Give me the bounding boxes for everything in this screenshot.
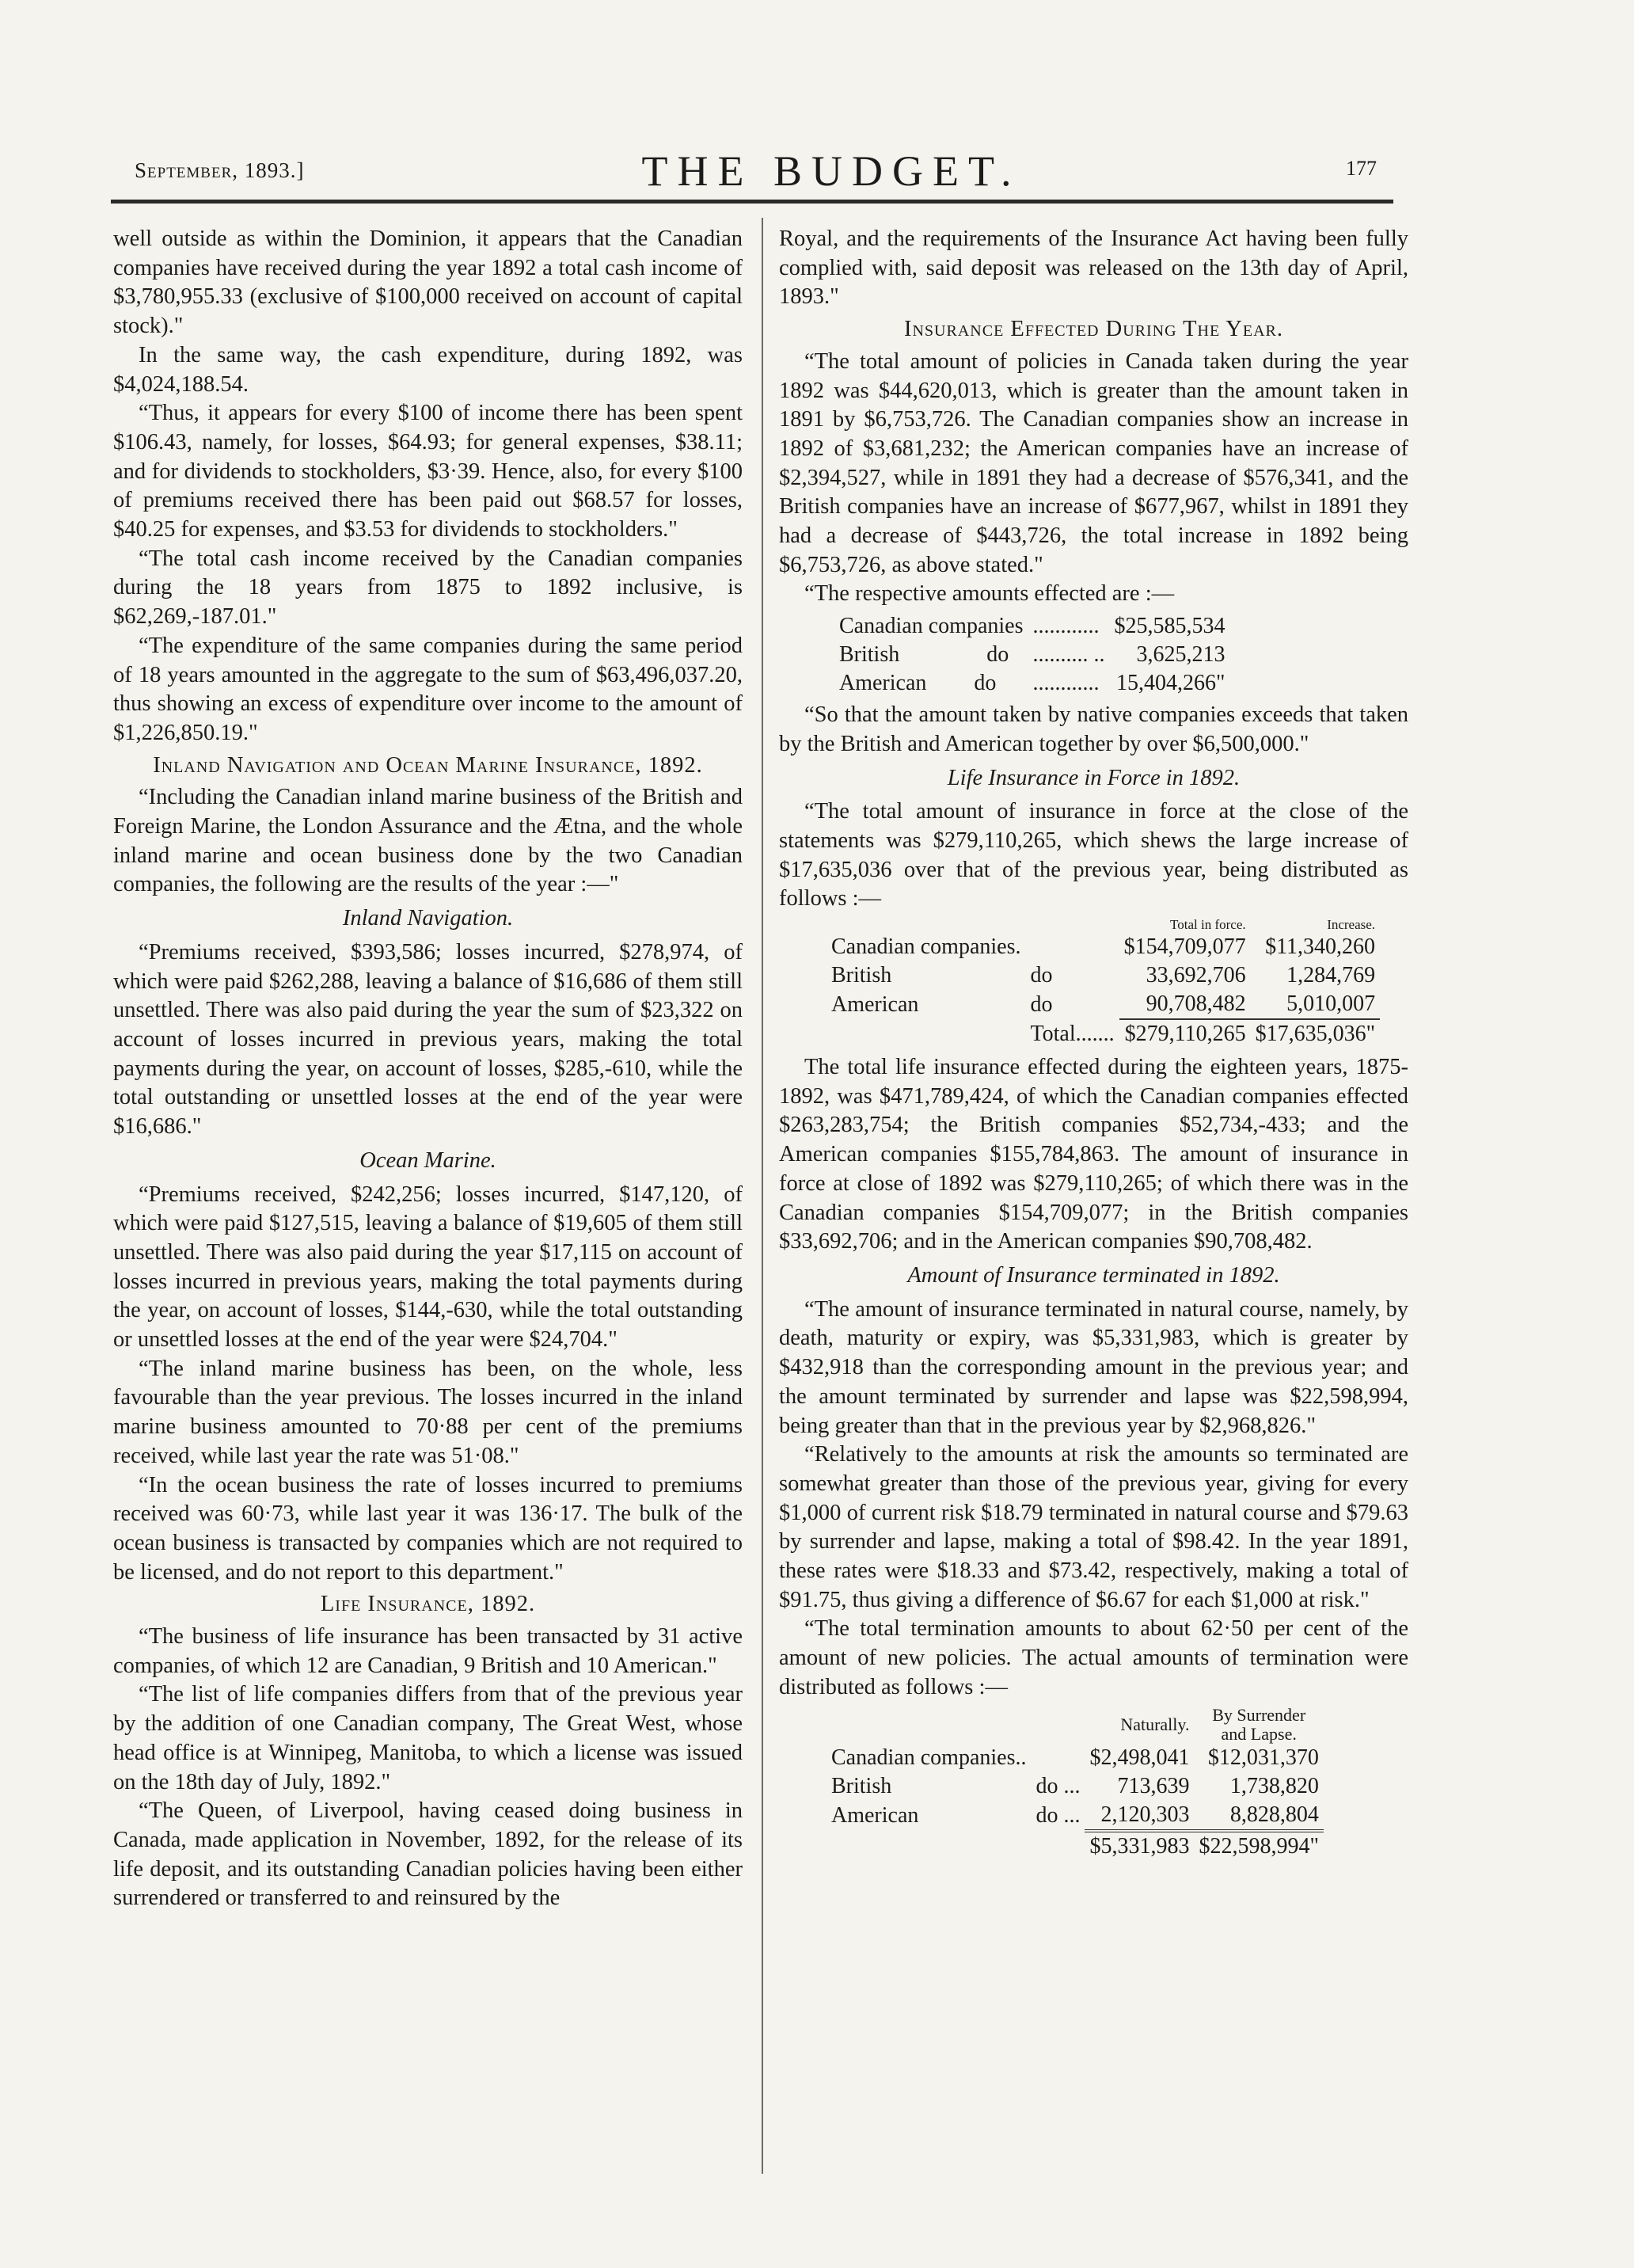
table-header-row xyxy=(826,917,1380,933)
table-cell xyxy=(1025,933,1119,961)
column-header: Total in force. xyxy=(1170,917,1246,933)
left-column xyxy=(113,225,743,1913)
paragraph: “Relatively to the amounts at risk the amounts so terminated are somewhat greater than those of the previous year, giving for every $1,000 of current risk $18.79 terminated in natural course and $79.63 by surrender and lapse, making a total of $98.42. In the year 1891, these rates were $18.33 and $73.42, respectively, making a total of $91.75, thus giving a difference of $6.67 for each $1,000 at risk." xyxy=(779,1442,1408,1612)
table-cell: $2,498,041 xyxy=(1089,1745,1190,1770)
table-cell: British xyxy=(831,963,892,988)
paragraph: “So that the amount taken by native companies exceeds that taken by the British and American together by over $6,500,000." xyxy=(779,702,1408,756)
subheading: Life Insurance in Force in 1892. xyxy=(947,765,1241,790)
paragraph: In the same way, the cash expenditure, during 1892, was $4,024,188.54. xyxy=(113,342,743,397)
paragraph: “The list of life companies differs from that of the previous year by the addition of one Canadian company, The Great West, whose head office is at Winnipeg, Manitoba, to which a license was issued on the 18th day of July, 1892." xyxy=(113,1682,743,1794)
table-row xyxy=(826,1744,1324,1772)
table-cell: 2,120,303 xyxy=(1100,1802,1190,1827)
table-cell: do xyxy=(1030,991,1053,1017)
paragraph: “In the ocean business the rate of losses incurred to premiums received was 60·73, while last year it was 136·17. The bulk of the ocean business is transacted by companies which are not required to be licensed, and do not report to this department." xyxy=(113,1472,743,1585)
table-row xyxy=(834,641,1229,669)
column-divider xyxy=(762,218,763,2174)
table-header-row xyxy=(826,1706,1324,1744)
paragraph: “The expenditure of the same companies during the same period of 18 years amounted in the aggregate to the sum of $63,496,037.20, thus showing an excess of expenditure over income to the amount of $1,226,850.19." xyxy=(113,633,743,745)
termination-table xyxy=(826,1706,1324,1861)
paragraph: “Thus, it appears for every $100 of income there has been spent $106.43, namely, for losses, $64.93; for general expenses, $38.11; and for dividends to stockholders, $3·39. Hence, also, for every $100 of premiums received there has been paid out $68.57 for losses, $40.25 for expenses, and $3.53 for dividends to stockholders." xyxy=(113,401,743,542)
table-cell: 713,639 xyxy=(1117,1773,1190,1798)
table-cell: Total....... xyxy=(1030,1021,1115,1046)
insurance-in-force-table xyxy=(826,917,1380,1048)
paragraph: “The business of life insurance has been transacted by 31 active companies, of which 12 are Canadian, 9 British and 10 American." xyxy=(113,1624,743,1678)
paragraph: “The respective amounts effected are :— xyxy=(804,581,1175,607)
table-cell: 1,284,769 xyxy=(1286,963,1376,988)
table-cell: 3,625,213 xyxy=(1136,642,1226,668)
table-cell: American xyxy=(831,991,919,1017)
table-cell: 15,404,266" xyxy=(1116,671,1226,696)
table-cell: .......... .. xyxy=(1032,642,1105,668)
table-total-row xyxy=(826,1831,1324,1861)
section-heading: Insurance Effected During The Year. xyxy=(904,317,1283,342)
paragraph: “The amount of insurance terminated in natural course, namely, by death, maturity or expiry, was $5,331,983, which is greater by $432,918 than the corresponding amount in the previous year; and the amount terminated by surrender and lapse was $22,598,994, being greater than that in the previous year by $2,968,826." xyxy=(779,1296,1408,1438)
table-row xyxy=(834,612,1229,641)
table-cell: American xyxy=(831,1802,919,1828)
table-cell: British xyxy=(831,1773,892,1798)
paragraph: “Premiums received, $393,586; losses incurred, $278,974, of which were paid $262,288, leaving a balance of $16,686 of them still unsettled. There was also paid during the year the sum of $23,322 on account of losses incurred in previous years, making the total payments during the year, on account of losses, $285,-610, while the total outstanding or unsettled losses at the end of the year were $16,686." xyxy=(113,939,743,1140)
table-cell: $22,598,994" xyxy=(1194,1831,1323,1861)
table-cell xyxy=(1031,1744,1085,1772)
paragraph: “The total amount of policies in Canada taken during the year 1892 was $44,620,013, which is greater than the amount taken in 1891 by $6,753,726. The Canadian companies show an increase in 1892 of $3,681,232; the American companies have an increase of $2,394,527, while in 1891 they had a decrease of $576,341, and the British companies have an increase of $677,967, whilst in 1891 they had a decrease of $443,726, the total increase in 1892 being $6,753,726, as above stated." xyxy=(779,348,1408,577)
column-header: By Surrender and Lapse. xyxy=(1212,1704,1306,1744)
subheading: Amount of Insurance terminated in 1892. xyxy=(907,1262,1280,1288)
table-row xyxy=(826,961,1380,990)
table-cell: ............ xyxy=(1032,671,1100,696)
table-row xyxy=(834,669,1229,698)
paragraph: The total life insurance effected during the eighteen years, 1875-1892, was $471,789,424, of which the Canadian companies effected $263,283,754; the British companies $52,734,-433; and the American companies $155,784,863. The amount of insurance in force at close of 1892 was $279,110,265; of which there was in the Canadian companies $154,709,077; in the British companies $33,692,706; and in the American companies $90,708,482. xyxy=(779,1055,1408,1254)
table-cell: $279,110,265 xyxy=(1119,1019,1251,1048)
table-cell: $11,340,260 xyxy=(1265,934,1376,960)
table-cell: 5,010,007 xyxy=(1286,991,1376,1017)
table-cell: Canadian companies xyxy=(839,614,1024,639)
table-cell: British do xyxy=(839,642,1009,668)
section-heading: Life Insurance, 1892. xyxy=(320,1592,536,1617)
table-cell: do ... xyxy=(1036,1802,1081,1828)
table-cell: 33,692,706 xyxy=(1146,963,1246,988)
paragraph: Royal, and the requirements of the Insurance Act having been fully complied with, said deposit was released on the 13th day of April, 1893." xyxy=(779,226,1408,310)
table-row xyxy=(826,990,1380,1019)
paragraph: “The total termination amounts to about 62·50 per cent of the amount of new policies. The actual amounts of termination were distributed as follows :— xyxy=(779,1616,1408,1699)
right-column xyxy=(779,225,1408,1861)
table-cell: Canadian companies. xyxy=(831,934,1021,960)
table-row xyxy=(826,1801,1324,1831)
subheading: Ocean Marine. xyxy=(359,1147,496,1173)
table-cell: 1,738,820 xyxy=(1229,1773,1319,1798)
subheading: Inland Navigation. xyxy=(342,906,514,931)
table-row xyxy=(826,933,1380,961)
paragraph: “Premiums received, $242,256; losses incurred, $147,120, of which were paid $127,515, leaving a balance of $19,605 of them still unsettled. There was also paid during the year $17,115 on account of losses incurred in previous years, making the total payments during the year, on account of losses, $144,-630, while the total outstanding or unsettled losses at the end of the year were $24,704." xyxy=(113,1182,743,1353)
column-header: Increase. xyxy=(1327,917,1376,933)
section-heading: Inland Navigation and Ocean Marine Insurance, 1892. xyxy=(153,752,703,778)
table-cell: Canadian companies.. xyxy=(831,1745,1027,1770)
paragraph: well outside as within the Dominion, it appears that the Canadian companies have received during the year 1892 a total cash income of $3,780,955.33 (exclusive of $100,000 received on account of capital stock)." xyxy=(113,226,743,339)
table-cell: $154,709,077 xyxy=(1123,934,1246,960)
table-cell: $25,585,534 xyxy=(1114,614,1226,639)
table-cell: $12,031,370 xyxy=(1207,1745,1319,1770)
paragraph: “The total cash income received by the Canadian companies during the 18 years from 1875 to 1892 inclusive, is $62,269,-187.01." xyxy=(113,546,743,630)
page-number: 177 xyxy=(1346,157,1377,180)
table-cell: American do xyxy=(839,671,997,696)
paragraph: “The total amount of insurance in force at the close of the statements was $279,110,265, which shews the large increase of $17,635,036 over that of the previous year, being distributed as follows :— xyxy=(779,799,1408,911)
paragraph: “Including the Canadian inland marine business of the British and Foreign Marine, the London Assurance and the Ætna, and the whole inland marine and ocean business done by the two Canadian companies, the following are the results of the year :—" xyxy=(113,785,743,897)
table-row xyxy=(826,1772,1324,1801)
table-cell: 90,708,482 xyxy=(1146,991,1246,1017)
table-cell: do xyxy=(1030,963,1053,988)
header-rule xyxy=(111,200,1393,204)
table-cell: $17,635,036" xyxy=(1251,1019,1380,1048)
header-date: September, 1893.] xyxy=(135,158,305,182)
paragraph: “The Queen, of Liverpool, having ceased doing business in Canada, made application in November, 1892, for the release of its life deposit, and its outstanding Canadian policies having been either surrendered or transferred to and reinsured by the xyxy=(113,1798,743,1911)
table-cell: ............ xyxy=(1032,614,1100,639)
table-total-row xyxy=(826,1019,1380,1048)
amounts-effected-table xyxy=(834,612,1229,698)
table-cell: $5,331,983 xyxy=(1085,1831,1194,1861)
paragraph: “The inland marine business has been, on the whole, less favourable than the year previous. The losses incurred in the inland marine business amounted to 70·88 per cent of the premiums received, while last year the rate was 51·08." xyxy=(113,1356,743,1468)
table-cell: do ... xyxy=(1036,1773,1081,1798)
column-header: Naturally. xyxy=(1120,1714,1190,1734)
table-cell: 8,828,804 xyxy=(1229,1802,1319,1827)
masthead-title: THE BUDGET. xyxy=(641,147,1021,195)
